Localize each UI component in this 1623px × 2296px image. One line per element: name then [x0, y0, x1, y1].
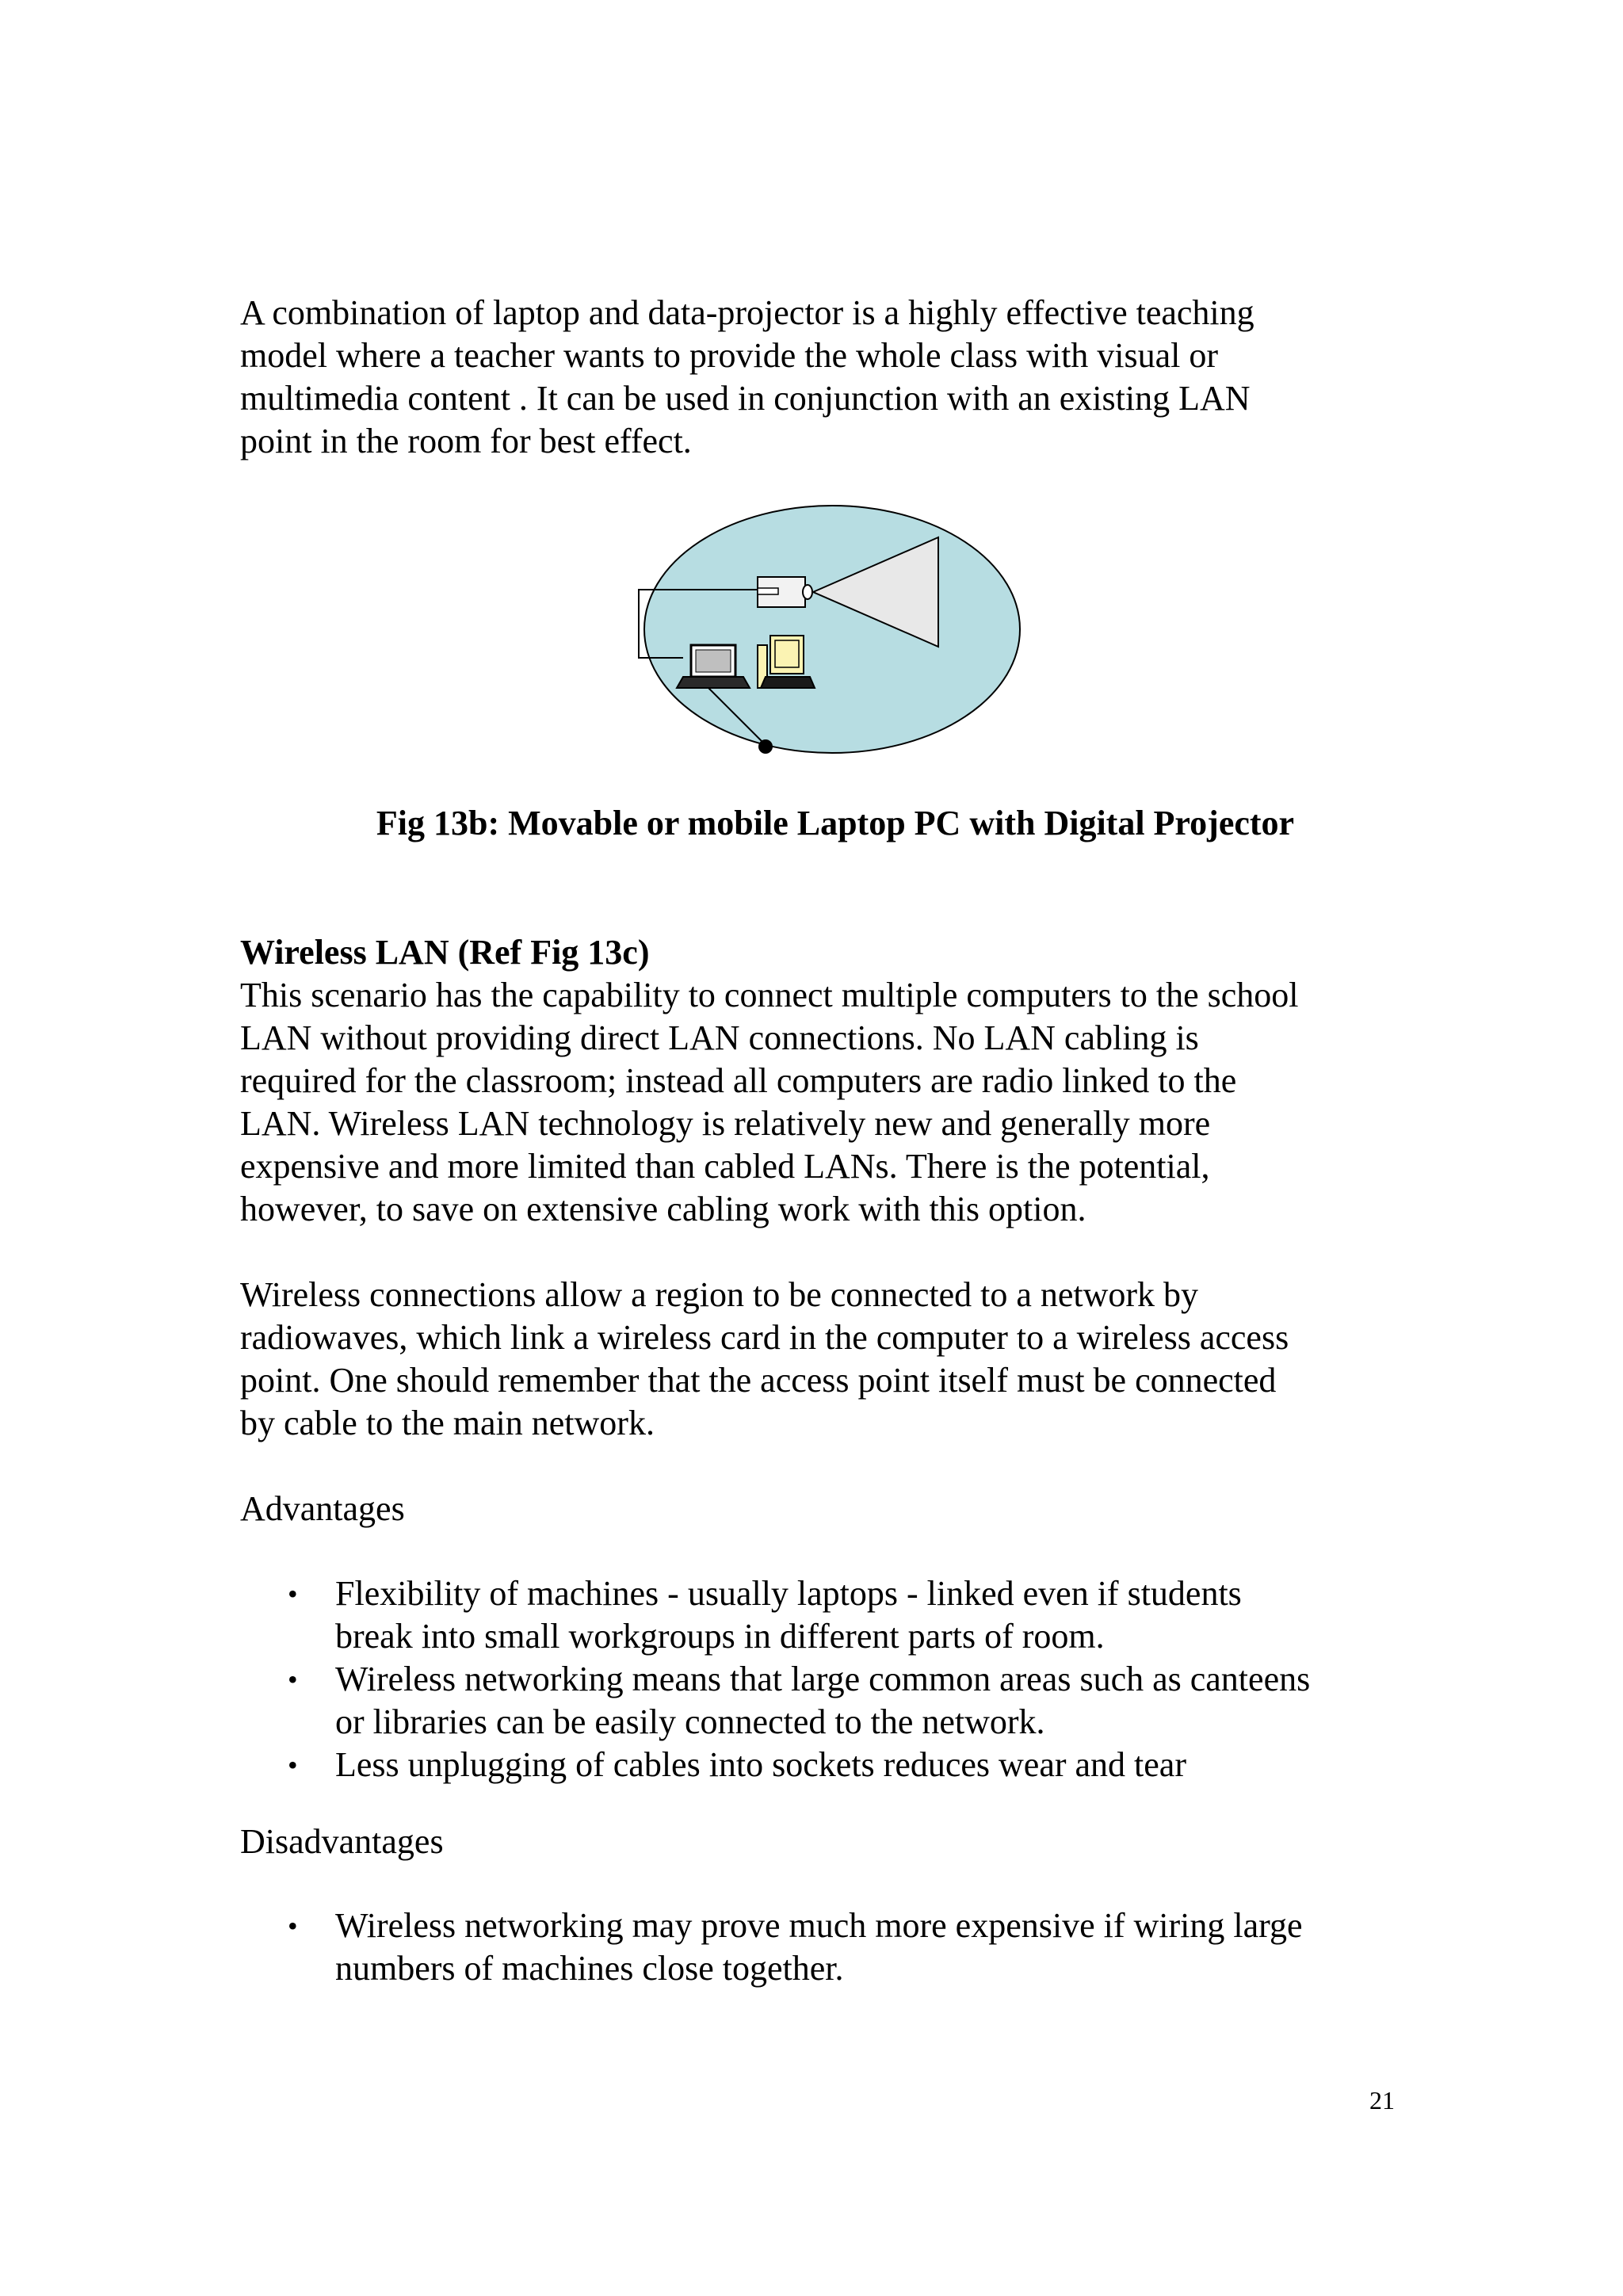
- list-item: [240, 1744, 1405, 1786]
- figure-caption: Fig 13b: Movable or mobile Laptop PC with Digital Projector: [376, 804, 1295, 842]
- advantages-heading: Advantages: [240, 1489, 405, 1528]
- advantages-list-container: [240, 1572, 1405, 1786]
- intro-line: A combination of laptop and data-projector is a highly effective teaching: [240, 293, 1254, 332]
- wireless-line: LAN. Wireless LAN technology is relatively new and generally more: [240, 1104, 1211, 1143]
- advantages-list: [240, 1572, 1405, 1786]
- list-item-line: Less unplugging of cables into sockets reduces wear and tear: [335, 1745, 1186, 1784]
- wireless-line: by cable to the main network.: [240, 1404, 655, 1442]
- list-item-line: Wireless networking means that large common areas such as canteens: [335, 1660, 1311, 1698]
- classroom-area: [644, 506, 1020, 753]
- wireless-line: expensive and more limited than cabled LANs. There is the potential,: [240, 1147, 1210, 1186]
- wireless-line: however, to save on extensive cabling work with this option.: [240, 1190, 1086, 1228]
- disadvantages-list-container: [240, 1904, 1405, 1990]
- list-item: [240, 1904, 1405, 1990]
- bullet-icon: •: [288, 1578, 298, 1610]
- list-item-line: numbers of machines close together.: [335, 1949, 844, 1988]
- section-heading: Wireless LAN (Ref Fig 13c): [240, 933, 650, 972]
- list-item-line: Flexibility of machines - usually laptops - linked even if students: [335, 1574, 1242, 1613]
- projector-icon: [758, 577, 812, 607]
- list-item-line: or libraries can be easily connected to the network.: [335, 1702, 1045, 1741]
- wireless-line: required for the classroom; instead all computers are radio linked to the: [240, 1061, 1237, 1100]
- wireless-line: This scenario has the capability to connect multiple computers to the school: [240, 976, 1299, 1014]
- intro-line: multimedia content . It can be used in conjunction with an existing LAN: [240, 379, 1251, 418]
- wireless-line: radiowaves, which link a wireless card in the computer to a wireless access: [240, 1318, 1289, 1357]
- wireless-line: Wireless connections allow a region to be connected to a network by: [240, 1275, 1199, 1314]
- disadvantages-list: [240, 1904, 1405, 1990]
- intro-line: model where a teacher wants to provide the whole class with visual or: [240, 336, 1219, 375]
- wireless-paragraph-2: [240, 1274, 1405, 1445]
- list-item-line: Wireless networking may prove much more expensive if wiring large: [335, 1906, 1303, 1945]
- page-number: 21: [1369, 2086, 1395, 2115]
- bullet-icon: •: [288, 1749, 298, 1781]
- classroom-diagram: [626, 501, 1022, 762]
- bullet-icon: •: [288, 1664, 298, 1695]
- list-item: [240, 1572, 1405, 1658]
- intro-line: point in the room for best effect.: [240, 422, 692, 460]
- lan-point-icon: [758, 739, 773, 754]
- list-item: [240, 1658, 1405, 1744]
- list-item-line: break into small workgroups in different parts of room.: [335, 1617, 1105, 1656]
- wireless-line: point. One should remember that the access point itself must be connected: [240, 1361, 1277, 1400]
- wireless-line: LAN without providing direct LAN connections. No LAN cabling is: [240, 1018, 1199, 1057]
- bullet-icon: •: [288, 1910, 298, 1942]
- intro-paragraph: [240, 292, 1405, 463]
- disadvantages-heading: Disadvantages: [240, 1822, 444, 1861]
- wireless-section: [240, 931, 1405, 1231]
